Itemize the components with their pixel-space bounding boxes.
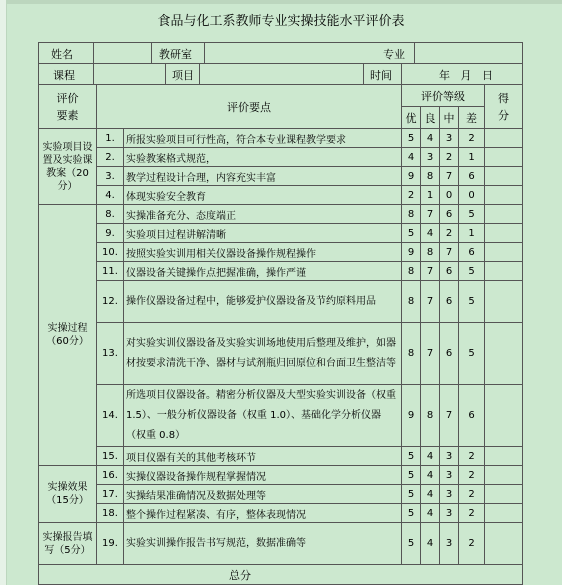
page-left-margin [0, 0, 7, 585]
criterion-text: 操作仪器设备过程中，能够爱护仪器设备及节约原料用品 [124, 281, 402, 323]
score-input-cell[interactable] [485, 205, 523, 224]
grade-score: 9 [402, 167, 421, 186]
criterion-text: 实操结果准确情况及数据处理等 [124, 485, 402, 504]
grade-score: 5 [402, 523, 421, 565]
grade-score: 3 [440, 485, 459, 504]
criterion-text: 项目仪器有关的其他考核环节 [124, 447, 402, 466]
grade-score: 2 [459, 485, 485, 504]
criterion-row [39, 186, 523, 205]
criterion-row [39, 167, 523, 186]
grade-score: 5 [402, 224, 421, 243]
grade-score: 4 [421, 485, 440, 504]
criterion-number: 17. [97, 485, 124, 504]
criterion-row [39, 148, 523, 167]
grade-score: 1 [421, 186, 440, 205]
group-label: 实操效果（15分） [39, 466, 97, 523]
time-label: 时间 [370, 69, 392, 82]
score-input-cell[interactable] [485, 281, 523, 323]
grade-score: 4 [421, 523, 440, 565]
criterion-row [39, 504, 523, 523]
score-input-cell[interactable] [485, 148, 523, 167]
criterion-text: 按照实验实训用相关仪器设备操作规程操作 [124, 243, 402, 262]
grade-score: 1 [459, 148, 485, 167]
criterion-text: 整个操作过程紧凑、有序，整体表现情况 [124, 504, 402, 523]
grade-score: 5 [402, 504, 421, 523]
grade-score: 8 [402, 262, 421, 281]
grade-score: 5 [402, 485, 421, 504]
score-input-cell[interactable] [485, 485, 523, 504]
criterion-text: 对实验实训仪器设备及实验实训场地使用后整理及维护，如器材按要求清洗干净、器材与试剂瓶归回原位和台面卫生整洁等 [124, 323, 402, 385]
criterion-number: 19. [97, 523, 124, 565]
criterion-number: 2. [97, 148, 124, 167]
office-field[interactable] [205, 43, 375, 63]
grade-score: 3 [440, 504, 459, 523]
criterion-number: 15. [97, 447, 124, 466]
criterion-text: 所报实验项目可行性高，符合本专业课程教学要求 [124, 129, 402, 148]
grade-score: 7 [421, 262, 440, 281]
grade-score: 5 [459, 281, 485, 323]
evaluation-table [38, 42, 523, 585]
grade-score: 5 [402, 129, 421, 148]
score-header: 得 分 [485, 85, 523, 129]
course-field[interactable] [94, 64, 164, 84]
criterion-number: 18. [97, 504, 124, 523]
grade-score: 0 [459, 186, 485, 205]
grade-score: 9 [402, 243, 421, 262]
major-field[interactable] [415, 43, 521, 63]
criterion-row [39, 205, 523, 224]
grade-score: 7 [440, 167, 459, 186]
criterion-row [39, 224, 523, 243]
criterion-row [39, 281, 523, 323]
grade-score: 5 [459, 323, 485, 385]
criterion-number: 4. [97, 186, 124, 205]
points-header: 评价要点 [97, 85, 402, 129]
criterion-row [39, 523, 523, 565]
grade-excellent: 优 [402, 107, 421, 129]
score-input-cell[interactable] [485, 447, 523, 466]
score-input-cell[interactable] [485, 243, 523, 262]
grade-score: 3 [440, 523, 459, 565]
grade-score: 4 [421, 447, 440, 466]
criterion-text: 体现实验安全教育 [124, 186, 402, 205]
criterion-number: 13. [97, 323, 124, 385]
grade-score: 0 [440, 186, 459, 205]
grade-score: 8 [421, 385, 440, 447]
grade-score: 4 [421, 504, 440, 523]
criterion-row [39, 243, 523, 262]
criterion-text: 所选项目仪器设备。精密分析仪器及大型实验实训设备（权重 1.5）、一般分析仪器设备（权重 1.0）、基础化学分析仪器（权重 0.8） [124, 385, 402, 447]
window-top-edge [0, 0, 562, 4]
info-row-1 [39, 43, 523, 64]
criterion-number: 3. [97, 167, 124, 186]
grade-score: 2 [440, 224, 459, 243]
criterion-row [39, 447, 523, 466]
grade-score: 5 [459, 262, 485, 281]
grade-score: 2 [459, 129, 485, 148]
criterion-text: 实验教案格式规范， [124, 148, 402, 167]
score-input-cell[interactable] [485, 186, 523, 205]
grade-score: 7 [440, 243, 459, 262]
criterion-text: 教学过程设计合理，内容充实丰富 [124, 167, 402, 186]
grade-score: 2 [459, 504, 485, 523]
criterion-number: 12. [97, 281, 124, 323]
criterion-number: 11. [97, 262, 124, 281]
grade-score: 2 [459, 447, 485, 466]
group-label: 实验项目设置及实验课教案（20分） [39, 129, 97, 205]
grade-score: 7 [421, 323, 440, 385]
grade-score: 6 [459, 385, 485, 447]
criterion-row [39, 129, 523, 148]
course-label: 课程 [53, 69, 75, 82]
grade-score: 6 [459, 243, 485, 262]
grade-score: 2 [459, 466, 485, 485]
grade-poor: 差 [459, 107, 485, 129]
criterion-text: 实操准备充分、态度端正 [124, 205, 402, 224]
group-label: 实操过程（60分） [39, 205, 97, 466]
total-label[interactable]: 总分 [39, 565, 523, 585]
criterion-text: 实验项目过程讲解清晰 [124, 224, 402, 243]
grade-score: 5 [402, 466, 421, 485]
grade-score: 9 [402, 385, 421, 447]
criterion-text: 仪器设备关键操作点把握准确，操作严谨 [124, 262, 402, 281]
score-input-cell[interactable] [485, 523, 523, 565]
score-input-cell[interactable] [485, 466, 523, 485]
grade-score: 6 [440, 262, 459, 281]
grade-score: 6 [459, 167, 485, 186]
grade-score: 6 [440, 205, 459, 224]
grade-score: 3 [440, 129, 459, 148]
grade-score: 1 [459, 224, 485, 243]
grade-score: 8 [421, 167, 440, 186]
name-label: 姓名 [51, 48, 73, 61]
major-label: 专业 [383, 48, 405, 61]
factor-header: 评价 要素 [39, 85, 97, 129]
grade-score: 2 [402, 186, 421, 205]
criterion-text: 实操仪器设备操作规程掌握情况 [124, 466, 402, 485]
total-row [39, 565, 523, 585]
grade-score: 8 [402, 205, 421, 224]
info-row-2 [39, 64, 523, 85]
office-label: 教研室 [159, 48, 192, 61]
score-input-cell[interactable] [485, 224, 523, 243]
criterion-row [39, 262, 523, 281]
score-input-cell[interactable] [485, 262, 523, 281]
criterion-row [39, 385, 523, 447]
grade-score: 7 [440, 385, 459, 447]
date-field[interactable]: 年 月 日 [439, 69, 493, 82]
name-field[interactable] [94, 43, 150, 63]
criterion-number: 9. [97, 224, 124, 243]
grade-score: 5 [402, 447, 421, 466]
grade-header: 评价等级 [402, 85, 485, 107]
grade-score: 5 [459, 205, 485, 224]
score-input-cell[interactable] [485, 504, 523, 523]
criterion-text: 实验实训操作报告书写规范，数据准确等 [124, 523, 402, 565]
score-input-cell[interactable] [485, 385, 523, 447]
page-title: 食品与化工系教师专业实操技能水平评价表 [157, 14, 405, 29]
criterion-number: 14. [97, 385, 124, 447]
grade-score: 3 [440, 466, 459, 485]
grade-medium: 中 [440, 107, 459, 129]
criterion-row [39, 323, 523, 385]
criterion-number: 8. [97, 205, 124, 224]
grade-score: 3 [440, 447, 459, 466]
grade-score: 3 [421, 148, 440, 167]
score-input-cell[interactable] [485, 167, 523, 186]
grade-score: 4 [421, 224, 440, 243]
criterion-row [39, 485, 523, 504]
grade-score: 4 [421, 129, 440, 148]
criterion-number: 16. [97, 466, 124, 485]
grade-score: 7 [421, 205, 440, 224]
criterion-number: 1. [97, 129, 124, 148]
score-input-cell[interactable] [485, 129, 523, 148]
grade-score: 6 [440, 323, 459, 385]
grade-score: 8 [402, 281, 421, 323]
group-label: 实操报告填写（5分） [39, 523, 97, 565]
grade-score: 7 [421, 281, 440, 323]
grade-good: 良 [421, 107, 440, 129]
project-field[interactable] [200, 64, 360, 84]
grade-score: 4 [421, 466, 440, 485]
grade-score: 8 [402, 323, 421, 385]
criterion-number: 10. [97, 243, 124, 262]
score-input-cell[interactable] [485, 323, 523, 385]
header-row-1 [39, 85, 523, 107]
grade-score: 8 [421, 243, 440, 262]
grade-score: 4 [402, 148, 421, 167]
grade-score: 6 [440, 281, 459, 323]
grade-score: 2 [440, 148, 459, 167]
grade-score: 2 [459, 523, 485, 565]
project-label: 项目 [172, 69, 194, 82]
criterion-row [39, 466, 523, 485]
